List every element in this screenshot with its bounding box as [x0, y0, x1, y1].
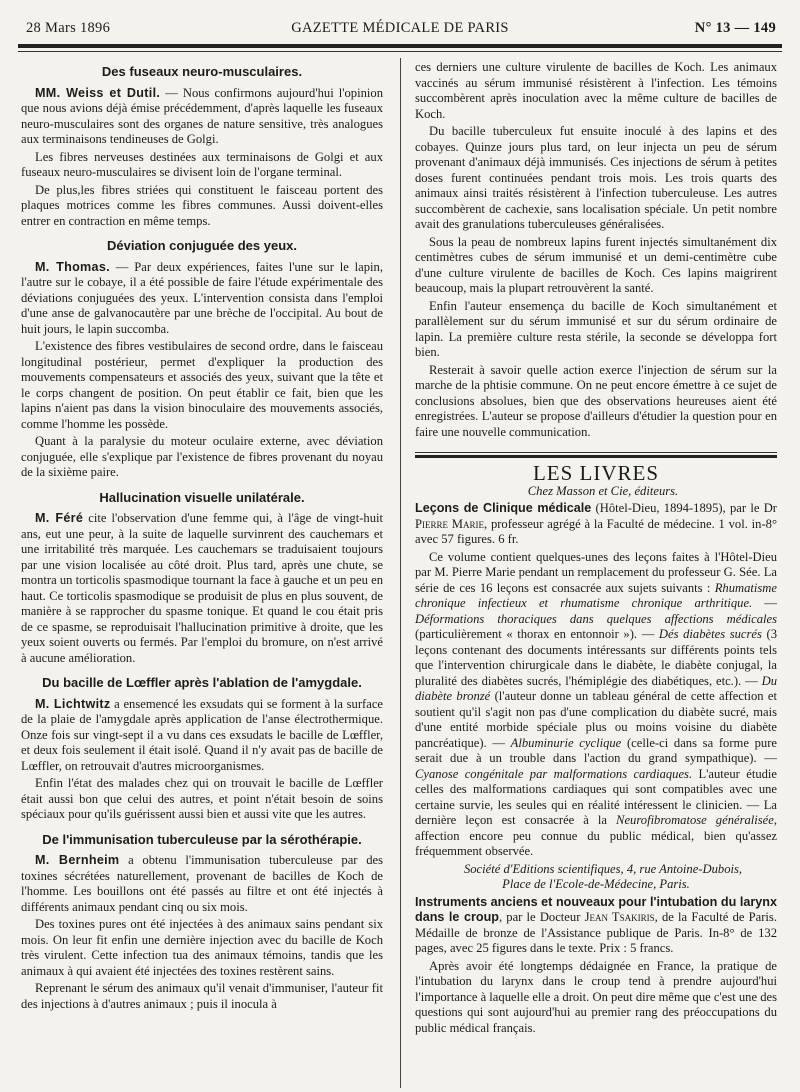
newspaper-page [18, 0, 782, 1092]
running-header [18, 20, 782, 40]
book-review: Après avoir été longtemps dédaignée en France, la pratique de l'intubation du larynx dans le croup tend à prendre aujourd'hui l'importance à laquelle elle a droit. On peut dire même que c'est une des questions qui sont aujourd'hui au premier rang des préoccupations du public médical français. [415, 958, 777, 1035]
paragraph: De plus,les fibres striées qui constituent le faisceau portent des plaques motrices comme les fibres communes. Aussi doivent-elles entrer en contraction en même temps. [21, 182, 383, 228]
paragraph: Du bacille tuberculeux fut ensuite inoculé à des lapins et des cobayes. Quinze jours plus tard, on leur injecta un peu de sérum provenant d'animaux déjà immunisés. Ces injections de sérum à petites doses furent continuées pendant trois mois. Les trois quarts des animaux ainsi traités résistèrent à l'infection tuberculeuse. Les autres succombèrent de cachexie, sans localisation spéciale. Un petit nombre avait des granulations tuberculeuses généralisées. [415, 124, 777, 231]
section-title-immunisation: De l'immunisation tuberculeuse par la sérothérapie. [42, 831, 362, 847]
paragraph: Des toxines pures ont été injectées à des animaux sains pendant six mois. On leur fit enfin une dernière injection avec du bacille de Koch très virulent. Cette infection tua des animaux témoins, tandis que les animaux à qui avaient été injectées des toxines restèrent sains. [21, 917, 383, 978]
book-title: Leçons de Clinique médicale [415, 501, 592, 515]
author-name: MM. Weiss et Dutil. [35, 85, 161, 100]
paragraph: Resterait à savoir quelle action exerce l'injection de sérum sur la marche de la phtisie commune. On ne peut encore émettre à ce sujet de conclusions absolues, bien que des observations heureuses aient été enregistrées. L'auteur se propose d'ailleurs d'étudier la question pour en faire une nouvelle communication. [415, 362, 777, 439]
paragraph: Sous la peau de nombreux lapins furent injectés simultanément dix centimètres cubes de sérum immunisé et un demi-centimètre cube d'une culture virulente de bacilles de Koch. Ces lapins maigrirent beaucoup, mais la plupart retrouvèrent la santé. [415, 234, 777, 295]
book-author: Jean Tsakiris [584, 910, 655, 924]
book-review: Ce volume contient quelques-unes des leçons faites à l'Hôtel-Dieu par M. Pierre Marie pendant un remplacement du professeur G. Sée. La série de ces 16 leçons est consacrée aux sujets suivants : Rhumatisme chronique infectieux et rhumatisme chronique arthritique. — Déformations thoraciques dans quelques affections médicales (particulièrement « thorax en entonnoir »). — Dés diabètes sucrés (3 leçons contenant des documents intéressants sur différents points tels que l'intervention chirurgicale dans le diabète, le diabète conjugal, la pluralité des diabètes sucrés, l'hémiplégie des diabétiques, etc.). — Du diabète bronzé (l'auteur donne un tableau général de cette affection et soutient qu'il s'agit non pas d'une complication du diabète sucré, mais d'une entité morbide spéciale plus ou moins voisine du diabète pancréatique). — Albuminurie cyclique (celle-ci dans sa forme pure serait due à un trouble dans l'action du grand sympathique). — Cyanose congénitale par malformations cardiaques. L'auteur étudie celles des malformations cardiaques qui sont compatibles avec une certaine survie, les seules qui en réalité intéressent le clinicien. — La dernière leçon est consacrée à la Neurofibromatose généralisée, affection encore peu connue du public médical, bien qu'assez fréquemment observée. [415, 549, 778, 858]
publisher-line: Chez Masson et Cie, éditeurs. [527, 483, 679, 498]
author-name: M. Bernheim [35, 853, 120, 867]
column-divider [400, 58, 401, 1088]
section-title-deviation: Déviation conjuguée des yeux. [107, 238, 297, 253]
section-title-hallucination: Hallucination visuelle unilatérale. [99, 489, 305, 505]
book-entry-heading: Instruments anciens et nouveaux pour l'intubation du larynx dans le croup, par le Docteur Jean Tsakiris, de la Faculté de Paris. Médaille de bronze de l'Assistance publique de Paris. In-8° de 132 pages, avec 25 figures dans le texte. Prix : 5 francs. [415, 894, 777, 955]
paragraph: Enfin l'état des malades chez qui on trouvait le bacille de Lœffler était aussi bon que celui des autres, et point n'était besoin de soins spéciaux pour qu'ils guérissent aussi bien et aussi vite que les autres. [21, 776, 383, 821]
paragraph: Reprenant le sérum des animaux qu'il venait d'immuniser, l'auteur fit des injections à d'autres animaux ; puis il inocula à [21, 981, 383, 1011]
book-title: Instruments anciens et nouveaux pour l'intubation du larynx dans le croup [415, 894, 777, 924]
section-rule-thick [415, 455, 777, 458]
paragraph: L'existence des fibres vestibulaires de second ordre, dans le faisceau longitudinal postérieur, permet d'expliquer la production des mouvements compensateurs et associés des yeux, suivant que la tête et le corps changent de position. On peut établir ce fait, bien que les lapins n'aient pas dans la vision binoculaire des mouvements associés, comme l'homme les possède. [21, 339, 383, 431]
paragraph: Quant à la paralysie du moteur oculaire externe, avec déviation conjuguée, elle s'explique par l'existence de fibres provenant du noyau de la sixième paire. [21, 434, 383, 479]
paragraph: ces derniers une culture virulente de bacilles de Koch. Les animaux vaccinés au sérum immunisé résistèrent à l'infection. Les témoins succombèrent après inoculation avec la même culture de bacilles de Koch. [415, 60, 777, 121]
book-entry-heading: Leçons de Clinique médicale (Hôtel-Dieu, 1894-1895), par le Dr Pierre Marie, professeur agrégé à la Faculté de médecine. 1 vol. in-8° avec 57 figures. 6 fr. [415, 501, 777, 546]
header-issue: N° 13 — 149 [694, 20, 776, 36]
author-name: M. Thomas. [35, 259, 110, 274]
books-section-title: LES LIVRES [532, 461, 660, 485]
author-name: M. Lichtwitz [35, 696, 111, 711]
paragraph: M. Lichtwitz a ensemencé les exsudats qui se forment à la surface de la plaie de l'amygdale après application de l'anse électrothermique. Onze fois sur vingt-sept il a vu dans ces exsudats le bacille de Lœffler, et deux fois seulement il était isolé. Quand il n'y avait pas de bacille de Lœffler, on retrouvait d'autres microorganismes. [21, 696, 383, 773]
paragraph: Enfin l'auteur ensemença du bacille de Koch simultanément et parallèlement sur du sérum immunisé et sur du sérum ordinaire de lapin. La première culture resta stérile, la seconde se développa fort bien. [415, 298, 777, 359]
paragraph: M. Bernheim a obtenu l'immunisation tuberculeuse par des toxines sécrétées naturellement, provenant de bacilles de Koch de l'homme. Les bouillons ont été passés au filtre et ont été injectés à différents animaux pendant cinq ou six mois. [21, 853, 383, 914]
section-rule-thin [415, 452, 777, 453]
author-name: M. Féré [35, 511, 84, 525]
section-title-fuseaux: Des fuseaux neuro-musculaires. [101, 64, 303, 79]
left-column [21, 60, 383, 1014]
header-title: GAZETTE MÉDICALE DE PARIS [291, 20, 509, 36]
header-rule-thick [18, 44, 782, 48]
right-column [415, 60, 777, 1038]
section-title-loeffler: Du bacille de Lœffler après l'ablation de l'amygdale. [42, 675, 362, 690]
book-author: Pierre Marie [415, 516, 484, 531]
header-rule-thin [18, 51, 782, 52]
paragraph: M. Féré cite l'observation d'une femme qui, à l'âge de vingt-huit ans, eut une peur, à la suite de laquelle survinrent des cauchemars et une irritabilité très marquée. Les cauchemars se traduisaient toujours par une vision localisée au côté droit. Plus tard, après une chute, se montra un torticolis spasmodique tournant la face à gauche et un peu en haut. Ce torticolis spasmodique se produisit de plus en plus souvent, de manière à se rapprocher du spasme tonique. Et quand le cou était pris de ce spasme, se reproduisait l'hallucination primitive à droite, que les yeux soient ouverts ou fermés. Par l'emploi du bromure, on n'est arrivé à aucune amélioration. [21, 511, 383, 665]
paragraph: MM. Weiss et Dutil. — Nous confirmons aujourd'hui l'opinion que nous avions déjà émise précédemment, d'après laquelle les fuseaux neuro-musculaires sont des organes de nature sensitive, très analogues aux terminaisons tendineuses de Golgi. [21, 85, 383, 146]
paragraph: Les fibres nerveuses destinées aux terminaisons de Golgi et aux fuseaux neuro-musculaires se divisent loin de l'organe terminal. [21, 149, 383, 179]
paragraph: M. Thomas. — Par deux expériences, faites l'une sur le lapin, l'autre sur le cobaye, il a été possible de faire l'étude expérimentale des déviations conjuguées des yeux. L'intervention consista dans l'emploi d'une anse de galvanocautère par une brèche de l'occipital. Au bout de huit jours, le lapin succomba. [21, 259, 383, 336]
header-date: 28 Mars 1896 [26, 20, 111, 36]
publisher-line: Société d'Editions scientifiques, 4, rue Antoine-Dubois, Place de l'Ecole-de-Médecine, Paris. [463, 861, 743, 891]
